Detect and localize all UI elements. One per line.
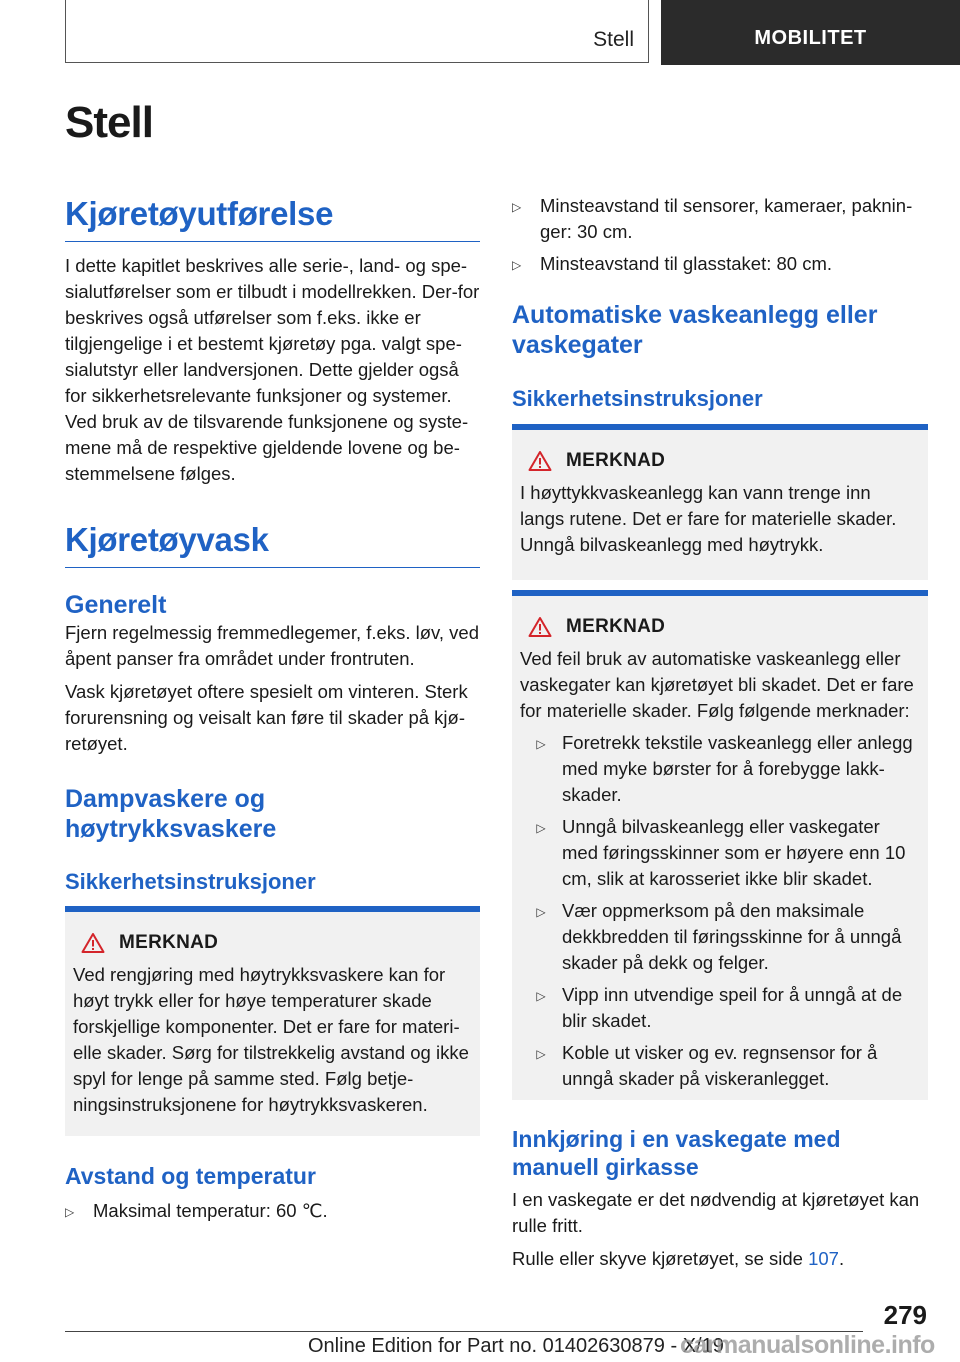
heading-general: Generelt xyxy=(65,591,167,619)
list-item-text: Maksimal temperatur: 60 ℃. xyxy=(93,1200,328,1221)
list-item xyxy=(520,982,920,1034)
list-item xyxy=(512,193,928,245)
subsection-distance xyxy=(65,1162,480,1231)
list-item xyxy=(520,730,920,808)
bullet-triangle-icon: ▷ xyxy=(512,200,522,214)
bullet-list-right-top xyxy=(512,193,928,284)
list-item-text: Koble ut visker og ev. regnsensor for å unngå skader på viskeranlegget. xyxy=(562,1042,878,1089)
header-chapter-tab: MOBILITET xyxy=(661,0,960,65)
warning-triangle-icon xyxy=(81,932,105,954)
notice-box-right-2 xyxy=(512,590,928,1100)
heading-safety-left: Sikkerhetsinstruksjoner xyxy=(65,869,316,894)
list-item-text: Minsteavstand til sensorer, kameraer, paknin-ger: 30 cm. xyxy=(540,195,913,242)
header-section-label: Stell xyxy=(593,28,634,51)
notice-header xyxy=(528,450,920,472)
heading-auto-wash: Automatiske vaskeanlegg eller vaskegater xyxy=(512,301,878,359)
bullet-triangle-icon: ▷ xyxy=(65,1205,75,1219)
subsection-safety-right xyxy=(512,385,928,413)
page-number: 279 xyxy=(883,1300,927,1330)
list-item-text: Unngå bilvaskeanlegg eller vaskegater med føringsskinner som er høyere enn 10 cm, slik at karosseriet ikke blir skadet. xyxy=(562,816,906,889)
notice-text: Ved rengjøring med høytrykksvaskere kan for høyt trykk eller for høye temperaturer skade forskjellige komponenter. Det er fare for materi-elle skader. Sørg for tilstrekkelig avstand og ikke spyl for lenge på samme sted. Følg betje-ningsinstruksjonene for høytrykksvaskeren. xyxy=(73,964,469,1115)
bullet-triangle-icon: ▷ xyxy=(536,821,546,835)
subsection-steam xyxy=(65,784,480,844)
heading-vehicle-design: Kjøretøyutførelse xyxy=(65,194,480,242)
paragraph-text: Rulle eller skyve kjøretøyet, se side xyxy=(512,1248,809,1269)
notice-text: I høyttykkvaskeanlegg kan vann trenge inn langs rutene. Det er fare for materielle skader. Unngå bilvaskeanlegg med høytrykk. xyxy=(520,482,897,555)
header-frame xyxy=(65,0,649,63)
subsection-general xyxy=(65,590,480,757)
section-vehicle-design xyxy=(65,194,480,242)
list-item xyxy=(65,1198,480,1225)
heading-vehicle-wash: Kjøretøyvask xyxy=(65,520,480,568)
footer-watermark: carmanualsonline.info xyxy=(680,1331,935,1359)
notice-title: MERKNAD xyxy=(566,450,666,471)
list-item-text: Vær oppmerksom på den maksimale dekkbredden til føringsskinne for å unngå skader på dekk og felger. xyxy=(562,900,902,973)
warning-triangle-icon xyxy=(528,450,552,472)
heading-steam: Dampvaskere og høytrykksvaskere xyxy=(65,785,277,843)
subsection-auto-wash xyxy=(512,300,928,360)
footer-edition-text: Online Edition for Part no. 01402630879 - X/19 xyxy=(308,1335,724,1357)
notice-header xyxy=(81,932,472,954)
bullet-triangle-icon: ▷ xyxy=(536,1047,546,1061)
page-title: Stell xyxy=(65,98,153,147)
notice-box-right-1 xyxy=(512,424,928,580)
notice-box-left xyxy=(65,906,480,1136)
bullet-triangle-icon: ▷ xyxy=(536,905,546,919)
list-item xyxy=(520,898,920,976)
notice-title: MERKNAD xyxy=(119,932,219,953)
warning-triangle-icon xyxy=(528,616,552,638)
list-item xyxy=(520,814,920,892)
bullet-triangle-icon: ▷ xyxy=(536,737,546,751)
list-item-text: Vipp inn utvendige speil for å unngå at de blir skadet. xyxy=(562,984,903,1031)
list-item xyxy=(512,251,928,278)
notice-text: Ved feil bruk av automatiske vaskeanlegg eller vaskegater kan kjøretøyet bli skadet. Det er fare for materielle skader. Følg følgende merknader: xyxy=(520,648,914,721)
notice-header xyxy=(528,616,920,638)
vehicle-design-body xyxy=(65,253,480,487)
paragraph-manual-1: I en vaskegate er det nødvendig at kjøretøyet kan rulle fritt. xyxy=(512,1189,920,1236)
paragraph-manual-2 xyxy=(512,1246,928,1272)
list-item-text: Foretrekk tekstile vaskeanlegg eller anlegg med myke børster for å forebygge lakk-skader. xyxy=(562,732,913,805)
notice-title: MERKNAD xyxy=(566,616,666,637)
list-item xyxy=(520,1040,920,1092)
paragraph-general-2: Vask kjøretøyet oftere spesielt om vinteren. Sterk forurensning og veisalt kan føre til skader på kjø-retøyet. xyxy=(65,681,468,754)
heading-manual-gearbox: Innkjøring i en vaskegate med manuell girkasse xyxy=(512,1126,841,1180)
subsection-safety-left xyxy=(65,868,480,896)
bullet-list-left xyxy=(65,1198,480,1225)
paragraph-general-1: Fjern regelmessig fremmedlegemer, f.eks. løv, ved åpent panser fra området under frontruten. xyxy=(65,622,479,669)
bullet-triangle-icon: ▷ xyxy=(536,989,546,1003)
list-item-text: Minsteavstand til glasstaket: 80 cm. xyxy=(540,253,833,274)
heading-distance: Avstand og temperatur xyxy=(65,1163,316,1189)
section-vehicle-wash xyxy=(65,520,480,568)
heading-safety-right: Sikkerhetsinstruksjoner xyxy=(512,386,763,411)
page-reference-link[interactable]: 107 xyxy=(808,1248,839,1269)
paragraph-text: . xyxy=(838,1248,845,1269)
notice-bullet-list xyxy=(520,730,920,1092)
paragraph-vehicle-design: I dette kapitlet beskrives alle serie-, land- og spe-sialutførelser som er tilbudt i modellrekken. Der-for beskrives også utførelser som f.eks. ikke er tilgjengelige i et bestemt kjøretøy pga. valgt spe-sialutstyr eller landversjonen. Dette gjelder også for sikkerhetsrelevante funksjoner og systemer. Ved bruk av de tilsvarende funksjonene og syste-mene må de respektive gjeldende lovene og be-stemmelsene følges. xyxy=(65,255,480,484)
subsection-manual-gearbox xyxy=(512,1125,928,1272)
bullet-triangle-icon: ▷ xyxy=(512,258,522,272)
